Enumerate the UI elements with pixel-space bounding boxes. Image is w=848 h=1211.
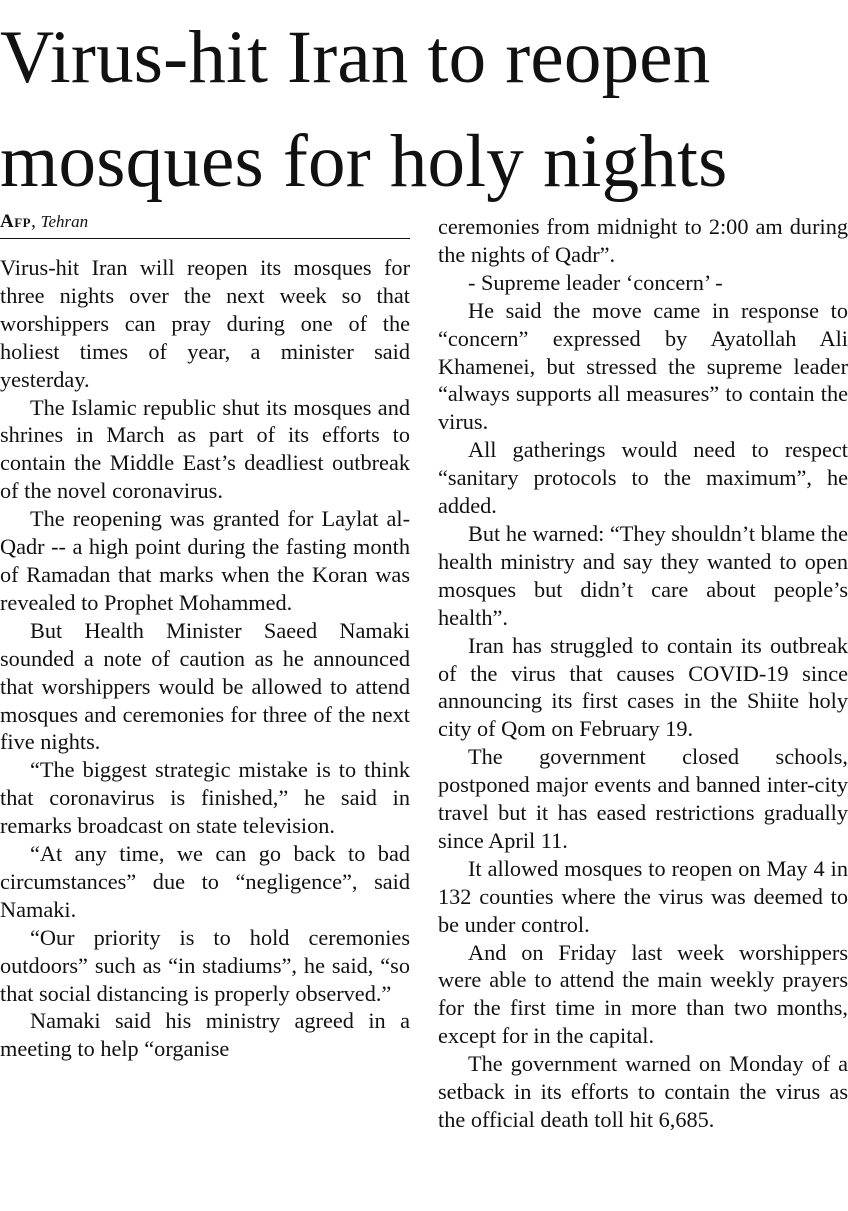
paragraph: And on Friday last week worshippers were able to attend the main weekly prayers for the first time in more than two months, except for in the capital. bbox=[438, 939, 848, 1049]
paragraph: Virus-hit Iran will reopen its mosques for three nights over the next week so that worshippers can pray during one of the holiest times of year, a minister said yesterday. bbox=[0, 255, 410, 392]
paragraph: “The biggest strategic mistake is to think that coronavirus is finished,” he said in remarks broadcast on state television. bbox=[0, 757, 410, 839]
byline bbox=[0, 210, 410, 239]
paragraph: The Islamic republic shut its mosques and shrines in March as part of its efforts to contain the Middle East’s deadliest outbreak of the novel coronavirus. bbox=[0, 394, 410, 504]
paragraph-continued: ceremonies from midnight to 2:00 am during the nights of Qadr”. bbox=[438, 214, 848, 267]
byline-separator: , bbox=[31, 211, 36, 232]
paragraph: He said the move came in response to “concern” expressed by Ayatollah Ali Khamenei, but stressed the supreme leader “always supports all measures” to contain the virus. bbox=[438, 297, 848, 435]
subheading: - Supreme leader ‘concern’ - bbox=[468, 269, 723, 295]
article-column-right bbox=[438, 213, 848, 1134]
paragraph: It allowed mosques to reopen on May 4 in 132 counties where the virus was deemed to be under control. bbox=[438, 855, 848, 937]
paragraph: Iran has struggled to contain its outbreak of the virus that causes COVID-19 since announcing its first cases in the Shiite holy city of Qom on February 19. bbox=[438, 632, 848, 742]
paragraph: All gatherings would need to respect “sanitary protocols to the maximum”, he added. bbox=[438, 437, 848, 519]
article-column-left bbox=[0, 210, 410, 1063]
paragraph: But Health Minister Saeed Namaki sounded a note of caution as he announced that worshippers would be allowed to attend mosques and ceremonies for three of the next five nights. bbox=[0, 617, 410, 755]
paragraph: But he warned: “They shouldn’t blame the health ministry and say they wanted to open mosques but didn’t care about people’s health”. bbox=[438, 520, 848, 630]
byline-city: Tehran bbox=[40, 212, 89, 231]
byline-agency: Afp bbox=[0, 211, 32, 232]
headline: Virus-hit Iran to reopen mosques for holy nights bbox=[0, 16, 728, 203]
paragraph: “At any time, we can go back to bad circumstances” due to “negligence”, said Namaki. bbox=[0, 841, 410, 922]
paragraph: The government warned on Monday of a setback in its efforts to contain the virus as the official death toll hit 6,685. bbox=[438, 1051, 848, 1132]
paragraph: The reopening was granted for Laylat al-Qadr -- a high point during the fasting month of Ramadan that marks when the Koran was revealed to Prophet Mohammed. bbox=[0, 506, 410, 615]
paragraph: The government closed schools, postponed major events and banned inter-city travel but it has eased restrictions gradually since April 11. bbox=[438, 744, 848, 853]
paragraph: “Our priority is to hold ceremonies outdoors” such as “in stadiums”, he said, “so that social distancing is properly observed.” bbox=[0, 924, 410, 1006]
paragraph: Namaki said his ministry agreed in a meeting to help “organise bbox=[0, 1008, 410, 1062]
